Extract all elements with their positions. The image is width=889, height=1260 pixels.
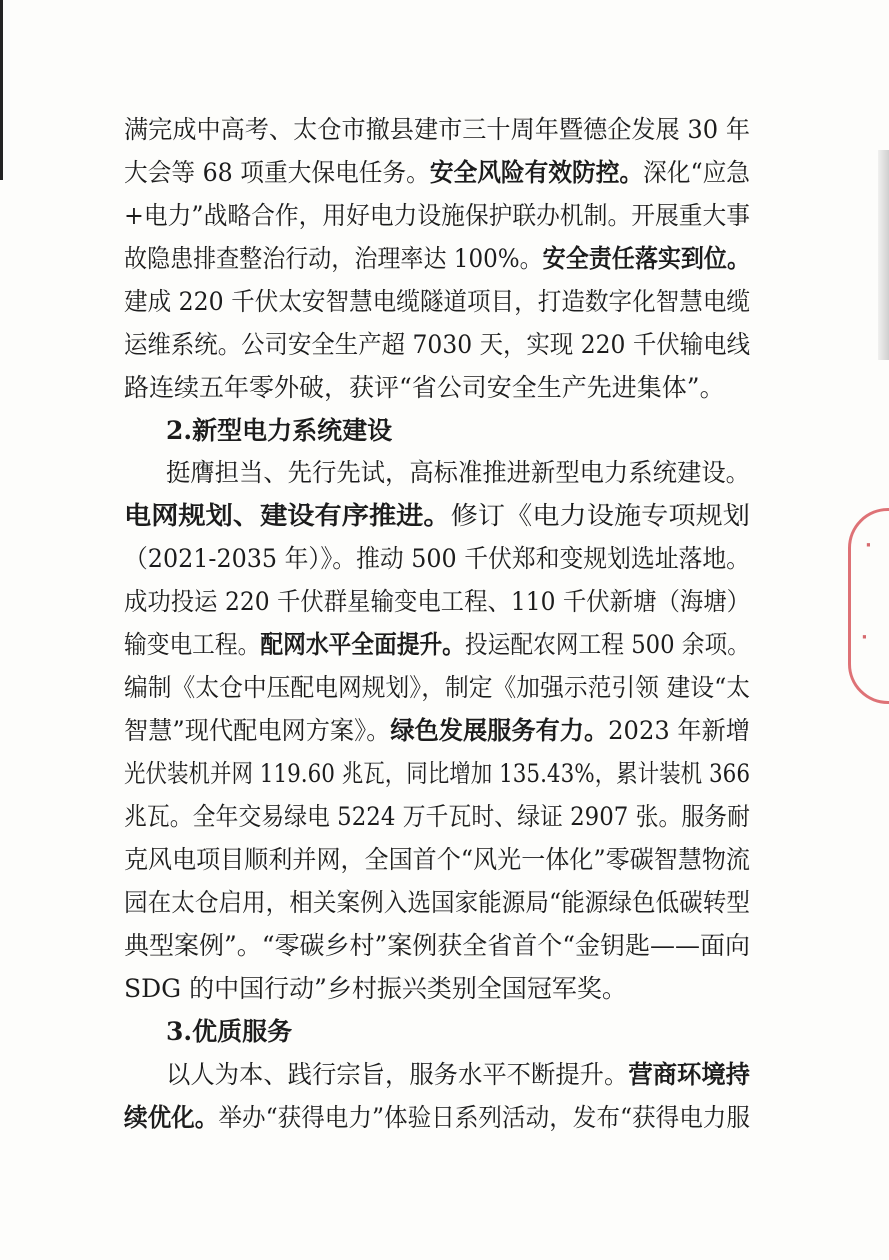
text-line [124,155,889,191]
text-run: 输变电工程。 [124,630,261,659]
text-run: （2021-2035 年）》。推动 500 千伏郑和变规划选址落地。 [124,544,750,573]
bold-phrase: 安全责任落实到位。 [542,244,750,273]
bold-phrase: 3.优质服务 [166,1017,293,1046]
text-line [124,541,889,577]
text-line [124,842,889,878]
bold-phrase: 电网规划、建设有序推进。 [124,501,451,530]
red-seal-stamp: · · [848,508,889,704]
bold-phrase: 营商环境持 [628,1060,750,1089]
text-line [124,584,889,620]
section-heading [166,1014,889,1050]
bold-phrase: 2.新型电力系统建设 [166,416,393,445]
text-run: 成功投运 220 千伏群星输变电工程、110 千伏新塘（海塘） [124,587,750,616]
text-line [124,327,889,363]
text-run: 典型案例”。“零碳乡村”案例获全省首个“金钥匙——面向 [124,931,750,960]
text-line [124,670,889,706]
text-line [124,799,889,835]
text-run: 2023 年新增 [608,716,750,745]
text-run: 编制《太仓中压配电网规划》，制定《加强示范引领 建设“太 [124,673,750,702]
text-run: 兆瓦。全年交易绿电 5224 万千瓦时、绿证 2907 张。服务耐 [124,802,750,831]
bold-phrase: 绿色发展服务有力。 [390,716,609,745]
text-run: +电力”战略合作，用好电力设施保护联办机制。开展重大事 [124,201,750,230]
text-run: 投运配农网工程 500 余项。 [464,630,750,659]
text-run: 智慧”现代配电网方案》。 [124,716,391,745]
text-run: 以人为本、践行宗旨，服务水平不断提升。 [166,1060,629,1089]
section-heading [166,413,889,449]
text-run: 故隐患排查整治行动，治理率达 100%。 [124,244,543,273]
binding-mark [0,0,3,180]
text-run: 大会等 68 项重大保电任务。 [124,158,430,187]
text-line [124,112,889,148]
text-line [124,928,889,964]
text-run: 运维系统。公司安全生产超 7030 天，实现 220 千伏输电线 [124,330,750,359]
text-run: 路连续五年零外破，获评“省公司安全生产先进集体”。 [124,373,725,402]
text-line [124,627,889,663]
text-line [124,713,889,749]
bold-phrase: 配网水平全面提升。 [260,630,465,659]
text-run: 修订《电力设施专项规划 [450,501,750,530]
text-line [124,198,889,234]
text-run: 克风电项目顺利并网，全国首个“风光一体化”零碳智慧物流 [124,845,750,874]
bold-phrase: 续优化。 [124,1103,219,1132]
text-line [166,455,889,491]
text-run: 举办“获得电力”体验日系列活动，发布“获得电力服 [218,1103,750,1132]
text-line [124,885,889,921]
text-line [124,971,889,1007]
text-run: 光伏装机并网 119.60 兆瓦，同比增加 135.43%，累计装机 366 [124,759,750,788]
bold-phrase: 安全风险有效防控。 [429,158,644,187]
text-run: 深化“应急 [643,158,750,187]
text-run: 满完成中高考、太仓市撤县建市三十周年暨德企发展 30 年 [124,115,750,144]
text-line [124,370,889,406]
text-run: 园在太仓启用，相关案例入选国家能源局“能源绿色低碳转型 [124,888,750,917]
text-run: SDG 的中国行动”乡村振兴类别全国冠军奖。 [124,974,627,1003]
text-line [124,1100,889,1136]
text-line [124,284,889,320]
text-line [124,498,889,534]
text-run: 建成 220 千伏太安智慧电缆隧道项目，打造数字化智慧电缆 [124,287,750,316]
text-line [166,1057,889,1093]
text-line [124,241,889,277]
text-line [124,756,889,792]
text-run: 挺膺担当、先行先试，高标准推进新型电力系统建设。 [166,458,750,487]
